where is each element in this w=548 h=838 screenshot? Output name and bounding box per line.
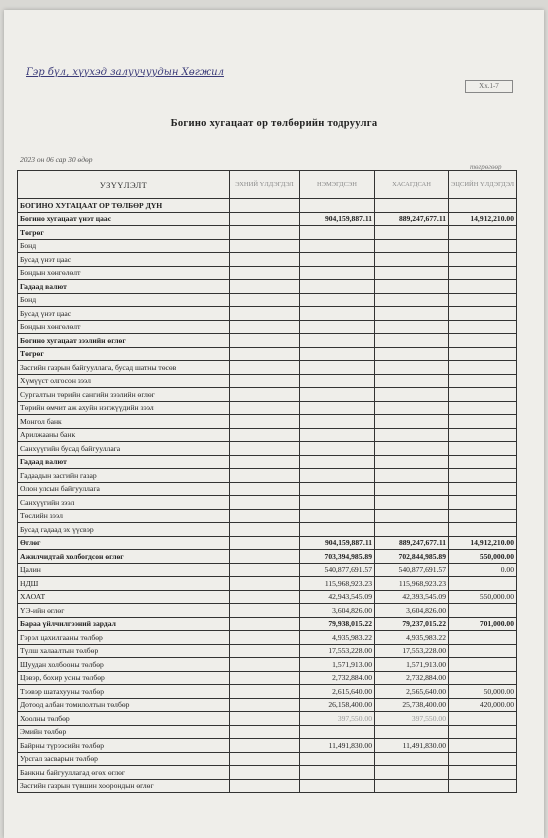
value-cell: 3,604,826.00 — [300, 604, 375, 618]
value-cell: 904,159,887.11 — [300, 536, 375, 550]
value-cell — [230, 523, 300, 537]
value-cell — [449, 766, 517, 780]
value-cell — [230, 388, 300, 402]
value-cell — [375, 725, 449, 739]
row-label: Цэвэр, бохир усны төлбөр — [18, 671, 230, 685]
value-cell — [300, 199, 375, 213]
value-cell — [449, 401, 517, 415]
value-cell — [300, 253, 375, 267]
value-cell — [230, 658, 300, 672]
row-label: Бусад үнэт цаас — [18, 253, 230, 267]
table-row — [18, 577, 517, 591]
row-label: Хүмүүст олгосон зээл — [18, 374, 230, 388]
value-cell — [300, 361, 375, 375]
value-cell — [300, 226, 375, 240]
value-cell — [375, 253, 449, 267]
table-row — [18, 212, 517, 226]
row-label: Арилжааны банк — [18, 428, 230, 442]
value-cell — [375, 752, 449, 766]
value-cell — [375, 509, 449, 523]
row-label: ХАОАТ — [18, 590, 230, 604]
value-cell — [449, 482, 517, 496]
table-row — [18, 239, 517, 253]
table-row — [18, 658, 517, 672]
value-cell: 42,943,545.09 — [300, 590, 375, 604]
value-cell — [300, 509, 375, 523]
column-header: ЭХНИЙ ҮЛДЭГДЭЛ — [230, 171, 300, 199]
table-row — [18, 590, 517, 604]
column-header: ХАСАГДСАН — [375, 171, 449, 199]
value-cell: 550,000.00 — [449, 550, 517, 564]
value-cell — [449, 361, 517, 375]
currency-unit: төгрөгөөр — [470, 163, 502, 171]
table-row — [18, 698, 517, 712]
value-cell — [449, 604, 517, 618]
value-cell — [230, 577, 300, 591]
column-header: УЗҮҮЛЭЛТ — [18, 171, 230, 199]
value-cell — [230, 685, 300, 699]
row-label: Төслийн зээл — [18, 509, 230, 523]
row-label: Гадаад валют — [18, 280, 230, 294]
value-cell: 904,159,887.11 — [300, 212, 375, 226]
value-cell — [375, 280, 449, 294]
value-cell — [375, 482, 449, 496]
form-code-box: Хх.1-7 — [465, 80, 513, 93]
value-cell — [449, 455, 517, 469]
table-row — [18, 563, 517, 577]
row-label: Түлш халаалтын төлбөр — [18, 644, 230, 658]
value-cell: 14,912,210.00 — [449, 212, 517, 226]
value-cell — [375, 266, 449, 280]
value-cell — [449, 577, 517, 591]
value-cell — [300, 766, 375, 780]
value-cell — [230, 361, 300, 375]
value-cell — [300, 415, 375, 429]
value-cell — [230, 428, 300, 442]
value-cell — [230, 550, 300, 564]
value-cell — [230, 374, 300, 388]
table-row — [18, 361, 517, 375]
value-cell — [230, 617, 300, 631]
value-cell — [300, 374, 375, 388]
value-cell: 1,571,913.00 — [300, 658, 375, 672]
value-cell — [449, 496, 517, 510]
table-row — [18, 496, 517, 510]
value-cell: 397,550.00 — [375, 712, 449, 726]
value-cell — [230, 590, 300, 604]
value-cell — [300, 455, 375, 469]
value-cell — [375, 347, 449, 361]
table-row — [18, 334, 517, 348]
value-cell — [375, 401, 449, 415]
column-header: ЭЦСИЙН ҮЛДЭГДЭЛ — [449, 171, 517, 199]
value-cell — [300, 307, 375, 321]
table-row — [18, 253, 517, 267]
table-row — [18, 320, 517, 334]
table-row — [18, 766, 517, 780]
row-label: Төгрөг — [18, 226, 230, 240]
value-cell: 702,844,985.89 — [375, 550, 449, 564]
value-cell: 2,565,640.00 — [375, 685, 449, 699]
table-row — [18, 644, 517, 658]
table-row — [18, 509, 517, 523]
value-cell: 540,877,691.57 — [375, 563, 449, 577]
value-cell — [449, 428, 517, 442]
value-cell — [449, 293, 517, 307]
value-cell — [230, 293, 300, 307]
value-cell: 550,000.00 — [449, 590, 517, 604]
row-label: ҮЭ-ийн өглөг — [18, 604, 230, 618]
table-row — [18, 685, 517, 699]
row-label: Бусад үнэт цаас — [18, 307, 230, 321]
value-cell — [230, 347, 300, 361]
value-cell — [449, 469, 517, 483]
table-row — [18, 266, 517, 280]
value-cell — [300, 239, 375, 253]
value-cell — [449, 226, 517, 240]
row-label: Цалин — [18, 563, 230, 577]
value-cell: 17,553,228.00 — [300, 644, 375, 658]
value-cell — [230, 199, 300, 213]
value-cell — [230, 482, 300, 496]
value-cell — [230, 644, 300, 658]
value-cell — [300, 428, 375, 442]
table-row — [18, 671, 517, 685]
value-cell — [230, 469, 300, 483]
value-cell — [375, 374, 449, 388]
value-cell: 889,247,677.11 — [375, 212, 449, 226]
value-cell: 3,604,826.00 — [375, 604, 449, 618]
value-cell — [375, 226, 449, 240]
value-cell — [230, 563, 300, 577]
table-row — [18, 712, 517, 726]
value-cell — [300, 523, 375, 537]
row-label: Төгрөг — [18, 347, 230, 361]
value-cell — [375, 388, 449, 402]
table-row — [18, 280, 517, 294]
table-row — [18, 428, 517, 442]
value-cell — [230, 712, 300, 726]
table-row — [18, 388, 517, 402]
row-label: Гадаадын засгийн газар — [18, 469, 230, 483]
row-label: Байрны түрээсийн төлбөр — [18, 739, 230, 753]
value-cell — [449, 725, 517, 739]
value-cell — [449, 712, 517, 726]
value-cell — [375, 334, 449, 348]
value-cell — [375, 415, 449, 429]
row-label: Богино хугацаат зээлийн өглөг — [18, 334, 230, 348]
row-label: Олон улсын байгууллага — [18, 482, 230, 496]
value-cell — [375, 428, 449, 442]
value-cell — [449, 415, 517, 429]
value-cell — [449, 779, 517, 793]
value-cell: 4,935,983.22 — [375, 631, 449, 645]
value-cell: 420,000.00 — [449, 698, 517, 712]
value-cell — [300, 469, 375, 483]
table-row — [18, 631, 517, 645]
table-row — [18, 550, 517, 564]
value-cell — [230, 226, 300, 240]
table-row — [18, 469, 517, 483]
value-cell — [230, 239, 300, 253]
row-label: Гэрэл цахилгааны төлбөр — [18, 631, 230, 645]
value-cell: 703,394,985.89 — [300, 550, 375, 564]
report-date: 2023 он 06 сар 30 өдөр — [20, 155, 93, 164]
value-cell — [300, 496, 375, 510]
value-cell: 17,553,228.00 — [375, 644, 449, 658]
value-cell: 26,158,400.00 — [300, 698, 375, 712]
table-row — [18, 617, 517, 631]
value-cell — [230, 725, 300, 739]
table-row — [18, 415, 517, 429]
table-row — [18, 442, 517, 456]
value-cell: 42,393,545.09 — [375, 590, 449, 604]
value-cell — [230, 280, 300, 294]
value-cell — [230, 671, 300, 685]
value-cell — [449, 752, 517, 766]
value-cell — [300, 752, 375, 766]
value-cell — [230, 266, 300, 280]
row-label: БОГИНО ХУГАЦААТ ОР ТӨЛБӨР ДҮН — [18, 199, 230, 213]
row-label: Гадаад валют — [18, 455, 230, 469]
value-cell — [449, 631, 517, 645]
value-cell — [449, 509, 517, 523]
table-row — [18, 482, 517, 496]
row-label: Сургалтын төрийн сангийн зээлийн өглөг — [18, 388, 230, 402]
value-cell — [375, 239, 449, 253]
row-label: Банкны байгууллагад өгөх өглөг — [18, 766, 230, 780]
row-label: Бусад гадаад эх үүсвэр — [18, 523, 230, 537]
value-cell — [300, 280, 375, 294]
row-label: Шуудан холбооны төлбөр — [18, 658, 230, 672]
value-cell: 540,877,691.57 — [300, 563, 375, 577]
row-label: Монгол банк — [18, 415, 230, 429]
value-cell: 2,615,640.00 — [300, 685, 375, 699]
value-cell — [300, 293, 375, 307]
value-cell — [300, 347, 375, 361]
value-cell — [230, 415, 300, 429]
row-label: Бонд — [18, 293, 230, 307]
table-row — [18, 523, 517, 537]
column-header: НЭМЭГДСЭН — [300, 171, 375, 199]
value-cell: 79,237,015.22 — [375, 617, 449, 631]
value-cell — [449, 644, 517, 658]
table-row — [18, 604, 517, 618]
value-cell — [230, 253, 300, 267]
value-cell: 115,968,923.23 — [300, 577, 375, 591]
debt-table — [17, 170, 517, 793]
row-label: Санхүүгийн зээл — [18, 496, 230, 510]
table-row — [18, 752, 517, 766]
value-cell: 0.00 — [449, 563, 517, 577]
value-cell — [449, 280, 517, 294]
table-row — [18, 779, 517, 793]
value-cell — [230, 631, 300, 645]
table-row — [18, 374, 517, 388]
row-label: Бондын хөнгөлөлт — [18, 266, 230, 280]
value-cell — [375, 779, 449, 793]
value-cell — [230, 536, 300, 550]
table-row — [18, 455, 517, 469]
value-cell — [300, 266, 375, 280]
row-label: Богино хугацаат үнэт цаас — [18, 212, 230, 226]
row-label: Өглөг — [18, 536, 230, 550]
value-cell — [300, 320, 375, 334]
row-label: Төрийн өмчит аж ахуйн нэгжүүдийн зээл — [18, 401, 230, 415]
value-cell — [300, 388, 375, 402]
row-label: Санхүүгийн бусад байгууллага — [18, 442, 230, 456]
row-label: НДШ — [18, 577, 230, 591]
value-cell — [449, 374, 517, 388]
value-cell: 2,732,884.00 — [375, 671, 449, 685]
document-title: Богино хугацаат ор төлбөрийн тодруулга — [170, 118, 378, 129]
value-cell: 50,000.00 — [449, 685, 517, 699]
value-cell: 4,935,983.22 — [300, 631, 375, 645]
table-row — [18, 725, 517, 739]
value-cell — [449, 307, 517, 321]
value-cell — [449, 320, 517, 334]
value-cell — [375, 307, 449, 321]
value-cell: 1,571,913.00 — [375, 658, 449, 672]
row-label: Эмийн төлбөр — [18, 725, 230, 739]
value-cell — [230, 509, 300, 523]
table-row — [18, 293, 517, 307]
table-row — [18, 347, 517, 361]
value-cell: 14,912,210.00 — [449, 536, 517, 550]
value-cell — [375, 361, 449, 375]
value-cell — [300, 482, 375, 496]
value-cell — [230, 334, 300, 348]
table-row — [18, 739, 517, 753]
value-cell: 79,938,015.22 — [300, 617, 375, 631]
row-label: Бонд — [18, 239, 230, 253]
value-cell: 115,968,923.23 — [375, 577, 449, 591]
value-cell: 11,491,830.00 — [375, 739, 449, 753]
value-cell — [449, 199, 517, 213]
value-cell — [449, 523, 517, 537]
value-cell — [375, 320, 449, 334]
value-cell — [449, 239, 517, 253]
value-cell — [300, 442, 375, 456]
value-cell — [230, 604, 300, 618]
row-label: Ажилчидтай холбогдсон өглөг — [18, 550, 230, 564]
table-header-row — [18, 171, 517, 199]
value-cell — [230, 401, 300, 415]
value-cell — [300, 401, 375, 415]
value-cell — [300, 725, 375, 739]
value-cell — [375, 455, 449, 469]
table-row — [18, 401, 517, 415]
value-cell — [375, 523, 449, 537]
value-cell: 11,491,830.00 — [300, 739, 375, 753]
value-cell — [230, 766, 300, 780]
table-row — [18, 536, 517, 550]
value-cell — [375, 469, 449, 483]
row-label: Урсгал засварын төлбөр — [18, 752, 230, 766]
value-cell — [375, 766, 449, 780]
row-label: Тээвэр шатахууны төлбөр — [18, 685, 230, 699]
value-cell — [300, 779, 375, 793]
value-cell — [230, 455, 300, 469]
value-cell — [449, 347, 517, 361]
value-cell — [230, 496, 300, 510]
value-cell — [375, 442, 449, 456]
value-cell: 25,738,400.00 — [375, 698, 449, 712]
value-cell — [230, 442, 300, 456]
value-cell — [449, 266, 517, 280]
value-cell: 2,732,884.00 — [300, 671, 375, 685]
value-cell — [449, 671, 517, 685]
table-row — [18, 199, 517, 213]
value-cell — [375, 496, 449, 510]
organization-name: Гэр бүл, хүүхэд залуучуудын Хөгжил — [26, 67, 224, 78]
value-cell — [230, 752, 300, 766]
value-cell — [300, 334, 375, 348]
value-cell — [230, 212, 300, 226]
row-label: Засгийн газрын байгууллага, бусад шатны төсөв — [18, 361, 230, 375]
row-label: Дотоод албан томилолтын төлбөр — [18, 698, 230, 712]
value-cell: 889,247,677.11 — [375, 536, 449, 550]
value-cell — [375, 199, 449, 213]
value-cell: 701,000.00 — [449, 617, 517, 631]
table-row — [18, 226, 517, 240]
value-cell — [375, 293, 449, 307]
value-cell — [449, 739, 517, 753]
value-cell — [230, 698, 300, 712]
value-cell — [449, 334, 517, 348]
value-cell — [449, 442, 517, 456]
row-label: Бондын хөнгөлөлт — [18, 320, 230, 334]
value-cell — [230, 307, 300, 321]
value-cell — [230, 739, 300, 753]
row-label: Засгийн газрын түвшин хоорондын өглөг — [18, 779, 230, 793]
row-label: Хоолны төлбөр — [18, 712, 230, 726]
value-cell — [230, 320, 300, 334]
value-cell — [449, 658, 517, 672]
table-row — [18, 307, 517, 321]
value-cell: 397,550.00 — [300, 712, 375, 726]
value-cell — [449, 388, 517, 402]
value-cell — [230, 779, 300, 793]
row-label: Бараа үйлчилгээний зардал — [18, 617, 230, 631]
value-cell — [449, 253, 517, 267]
